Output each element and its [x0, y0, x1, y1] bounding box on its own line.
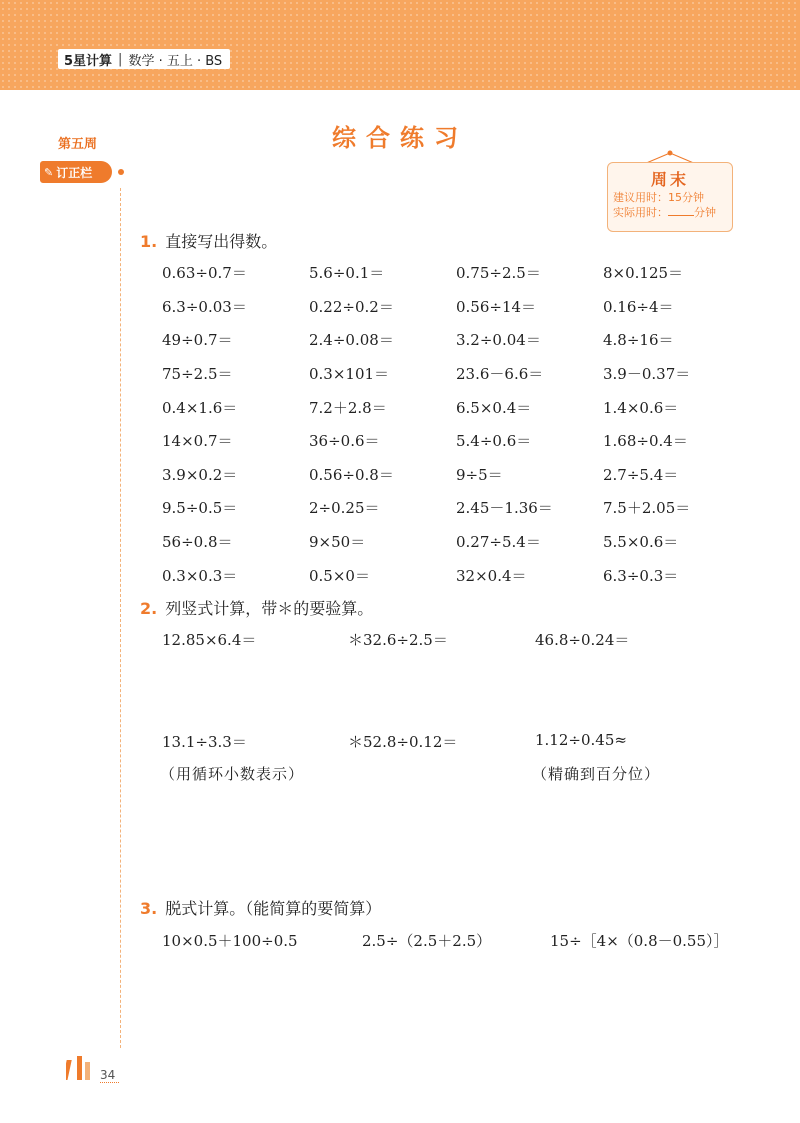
math-item: 1.4×0.6＝: [603, 398, 679, 417]
series-badge: [58, 49, 230, 69]
math-item: 6.3÷0.03＝: [162, 297, 247, 316]
math-item: 5.4÷0.6＝: [456, 432, 532, 451]
math-item: 4.8÷16＝: [603, 331, 674, 350]
table-row: [162, 390, 750, 424]
math-item: 7.5＋2.05＝: [603, 499, 691, 518]
question-2-title: [140, 596, 373, 619]
series-brand: 5星计算: [64, 53, 113, 69]
math-item: 5.6÷0.1＝: [309, 264, 385, 283]
math-item: 0.16÷4＝: [603, 297, 674, 316]
table-row: [162, 424, 750, 458]
table-row: [162, 290, 750, 324]
pencil-icon: ✎: [44, 165, 54, 179]
vertical-calc-item: 1.12÷0.45≈: [535, 731, 627, 749]
math-item: 14×0.7＝: [162, 432, 233, 451]
table-row: [162, 525, 750, 559]
question-1-number: 1.: [140, 232, 158, 251]
rounding-note: （精确到百分位）: [532, 765, 661, 783]
math-item: 3.2÷0.04＝: [456, 331, 541, 350]
table-row: [162, 558, 750, 592]
vertical-calc-item: 12.85×6.4＝: [162, 631, 257, 649]
actual-time-prefix: 实际用时：: [613, 206, 668, 219]
math-item: 9÷5＝: [456, 465, 503, 484]
math-item: 1.68÷0.4＝: [603, 432, 688, 451]
question-3-title: [140, 896, 381, 919]
vertical-calc-item: ＊52.8÷0.12＝: [348, 733, 458, 751]
math-item: 0.4×1.6＝: [162, 398, 238, 417]
actual-time-blank[interactable]: [668, 205, 694, 216]
stepwise-calc-item: 10×0.5＋100÷0.5: [162, 932, 298, 950]
math-item: 3.9×0.2＝: [162, 465, 238, 484]
math-item: 5.5×0.6＝: [603, 533, 679, 552]
math-item: 7.2＋2.8＝: [309, 398, 387, 417]
math-item: 2.7÷5.4＝: [603, 465, 679, 484]
table-row: [162, 256, 750, 290]
math-item: 2.4÷0.08＝: [309, 331, 394, 350]
mental-math-grid: [162, 256, 750, 592]
math-item: 0.27÷5.4＝: [456, 533, 541, 552]
margin-divider: [120, 188, 121, 1048]
table-row: [162, 458, 750, 492]
vertical-calc-item: 13.1÷3.3＝: [162, 733, 247, 751]
math-item: 0.63÷0.7＝: [162, 264, 247, 283]
table-row: [162, 491, 750, 525]
time-card: [607, 162, 733, 232]
math-item: 75÷2.5＝: [162, 365, 233, 384]
correction-label: 订正栏: [56, 165, 93, 180]
series-separator: |: [118, 51, 123, 67]
table-row: [162, 357, 750, 391]
math-item: 9.5÷0.5＝: [162, 499, 238, 518]
header-band: [0, 0, 800, 90]
table-row: [162, 323, 750, 357]
week-label: 第五周: [58, 137, 98, 152]
vertical-calc-item: 46.8÷0.24＝: [535, 631, 630, 649]
correction-tab: [40, 161, 112, 183]
stepwise-calc-item: 15÷［4×（0.8－0.55）］: [550, 932, 729, 950]
correction-dot: [118, 169, 124, 175]
math-item: 0.56÷14＝: [456, 297, 537, 316]
math-item: 6.3÷0.3＝: [603, 566, 679, 585]
math-item: 23.6－6.6＝: [456, 365, 544, 384]
recurring-decimal-note: （用循环小数表示）: [160, 765, 305, 783]
math-item: 0.22÷0.2＝: [309, 297, 394, 316]
suggested-time: 建议用时：15分钟: [613, 191, 704, 204]
math-item: 56÷0.8＝: [162, 533, 233, 552]
math-item: 0.56÷0.8＝: [309, 465, 394, 484]
math-item: 3.9－0.37＝: [603, 365, 691, 384]
math-item: 2.45－1.36＝: [456, 499, 553, 518]
question-2-number: 2.: [140, 599, 158, 618]
series-subject: 数学 · 五上 · BS: [128, 53, 223, 69]
math-item: 9×50＝: [309, 533, 366, 552]
math-item: 0.75÷2.5＝: [456, 264, 541, 283]
math-item: 8×0.125＝: [603, 264, 684, 283]
math-item: 0.3×101＝: [309, 365, 390, 384]
actual-time-suffix: 分钟: [694, 206, 716, 219]
math-item: 0.5×0＝: [309, 566, 370, 585]
math-item: 2÷0.25＝: [309, 499, 380, 518]
books-icon: [66, 1054, 96, 1080]
page-title: 综合练习: [332, 124, 468, 152]
question-2-text: 列竖式计算，带＊的要验算。: [165, 599, 374, 618]
math-item: 32×0.4＝: [456, 566, 527, 585]
math-item: 0.3×0.3＝: [162, 566, 238, 585]
math-item: 6.5×0.4＝: [456, 398, 532, 417]
vertical-calc-item: ＊32.6÷2.5＝: [348, 631, 448, 649]
question-1-text: 直接写出得数。: [165, 232, 278, 251]
time-card-title: 周末: [650, 170, 689, 189]
math-item: 36÷0.6＝: [309, 432, 380, 451]
stepwise-calc-item: 2.5÷（2.5＋2.5）: [362, 932, 492, 950]
question-3-number: 3.: [140, 899, 158, 918]
actual-time: [613, 205, 732, 220]
page-number: 34: [100, 1068, 119, 1083]
math-item: 49÷0.7＝: [162, 331, 233, 350]
question-1-title: [140, 229, 277, 252]
question-3-text: 脱式计算。（能简算的要简算）: [165, 899, 382, 918]
